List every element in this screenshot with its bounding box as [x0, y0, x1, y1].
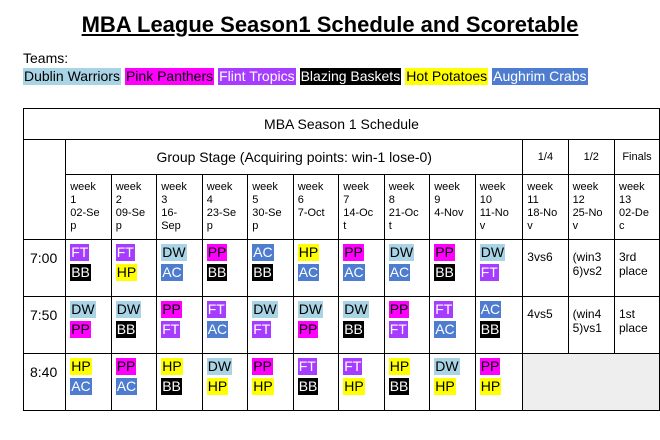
- match-cell: [202, 297, 248, 354]
- time-slot-row: [24, 297, 660, 354]
- week-header-line: week: [70, 181, 96, 193]
- team-chip-dw: DW: [207, 358, 232, 374]
- time-slot-row: [24, 240, 660, 297]
- week-header-1: [66, 175, 112, 240]
- knockout-match-cell: 3rd place: [615, 240, 660, 297]
- week-header-line: 11: [527, 194, 539, 206]
- match-cell: [157, 240, 203, 297]
- week-header-10: [475, 175, 523, 240]
- week-header-line: 02-De: [619, 207, 649, 219]
- week-header-line: week: [527, 181, 553, 193]
- match-cell: [384, 297, 430, 354]
- week-header-line: p: [252, 220, 259, 232]
- week-header-2: [111, 175, 157, 240]
- team-chip-ac: AC: [298, 264, 319, 280]
- team-chip-pp: PP: [116, 358, 136, 374]
- week-header-9: [430, 175, 476, 240]
- week-header-line: 02-Se: [70, 207, 100, 219]
- team-chip-dw: DW: [253, 301, 277, 317]
- week-header-line: week: [388, 181, 415, 193]
- team-chip-ft: FT: [389, 321, 407, 337]
- match-cell: [384, 240, 430, 297]
- match-cell: [430, 240, 476, 297]
- week-header-line: 5: [252, 194, 259, 206]
- team-chip-bb: BB: [253, 264, 272, 280]
- teams-label: Teams:: [23, 50, 69, 66]
- team-chip-bb: BB: [71, 264, 90, 280]
- empty-corner-cell: [24, 140, 66, 240]
- finals-header: Finals: [615, 140, 660, 175]
- team-legend-ac: Aughrim Crabs: [493, 68, 587, 84]
- team-chip-ft: FT: [480, 264, 498, 280]
- team-chip-pp: PP: [162, 301, 181, 317]
- match-cell: [475, 354, 523, 411]
- match-cell: [475, 297, 523, 354]
- team-chip-pp: PP: [435, 244, 454, 260]
- week-header-12: [568, 175, 614, 240]
- schedule-table: [23, 108, 660, 411]
- team-chip-dw: DW: [116, 301, 141, 317]
- team-chip-ft: FT: [253, 321, 271, 337]
- team-chip-bb: BB: [298, 378, 318, 394]
- time-slot-row: [24, 354, 660, 411]
- match-cell: [475, 240, 523, 297]
- team-chip-bb: BB: [435, 264, 454, 280]
- semi-final-header: 1/2: [568, 140, 614, 175]
- team-chip-hp: HP: [71, 358, 91, 374]
- week-header-line: 1: [70, 194, 77, 206]
- team-chip-ac: AC: [71, 378, 91, 394]
- team-chip-dw: DW: [480, 244, 505, 260]
- team-chip-hp: HP: [116, 264, 137, 280]
- match-cell: [430, 297, 476, 354]
- week-header-line: 23-Se: [206, 207, 237, 219]
- week-header-line: 2: [115, 194, 122, 206]
- match-cell: [66, 297, 112, 354]
- team-chip-ft: FT: [298, 358, 316, 374]
- time-slot-label: 8:40: [24, 354, 66, 411]
- team-chip-dw: DW: [344, 301, 368, 317]
- team-chip-dw: DW: [435, 358, 459, 374]
- week-header-line: week: [206, 181, 233, 193]
- team-chip-ft: FT: [207, 301, 225, 317]
- team-chip-pp: PP: [344, 244, 363, 260]
- week-header-line: Sep: [161, 220, 181, 232]
- week-header-line: 4: [206, 194, 213, 206]
- week-header-line: 09-Se: [115, 207, 146, 219]
- team-chip-dw: DW: [389, 244, 414, 260]
- team-chip-ft: FT: [344, 358, 362, 374]
- week-header-8: [384, 175, 430, 240]
- week-header-line: week: [161, 181, 187, 193]
- team-chip-ft: FT: [71, 244, 89, 260]
- team-chip-ac: AC: [480, 301, 501, 317]
- team-chip-pp: PP: [207, 244, 227, 260]
- week-header-7: [339, 175, 385, 240]
- week-header-line: week: [252, 181, 278, 193]
- teams-legend: [23, 68, 588, 85]
- group-stage-header: Group Stage (Acquiring points: win-1 lose-0): [66, 140, 523, 175]
- team-chip-pp: PP: [298, 321, 318, 337]
- week-header-line: t: [343, 220, 347, 232]
- team-chip-hp: HP: [207, 378, 228, 394]
- match-cell: [248, 354, 294, 411]
- match-cell: [293, 297, 339, 354]
- week-header-line: p: [206, 220, 213, 232]
- match-cell: [202, 354, 248, 411]
- match-cell: [384, 354, 430, 411]
- team-chip-ac: AC: [162, 264, 182, 280]
- team-chip-hp: HP: [344, 378, 364, 394]
- team-chip-ac: AC: [116, 378, 137, 394]
- match-cell: [157, 354, 203, 411]
- match-cell: [111, 240, 157, 297]
- week-header-5: [248, 175, 294, 240]
- team-chip-bb: BB: [344, 321, 363, 337]
- week-header-3: [157, 175, 203, 240]
- team-chip-hp: HP: [298, 244, 319, 260]
- week-header-line: 7: [343, 194, 350, 206]
- week-header-line: 25-No: [572, 207, 603, 219]
- match-cell: [339, 240, 385, 297]
- week-header-13: [615, 175, 660, 240]
- week-header-line: 8: [388, 194, 395, 206]
- team-chip-hp: HP: [162, 358, 182, 374]
- match-cell: [339, 354, 385, 411]
- page-title: MBA League Season1 Schedule and Scoretable: [81, 12, 579, 37]
- team-chip-ft: FT: [162, 321, 180, 337]
- team-chip-bb: BB: [116, 321, 136, 337]
- week-header-line: week: [115, 181, 142, 193]
- team-chip-pp: PP: [389, 301, 409, 317]
- team-chip-bb: BB: [207, 264, 227, 280]
- match-cell: [293, 354, 339, 411]
- empty-knockout-cell: [523, 354, 660, 411]
- match-cell: [66, 240, 112, 297]
- team-chip-bb: BB: [480, 321, 500, 337]
- team-chip-ac: AC: [389, 264, 410, 280]
- quarter-final-header: 1/4: [523, 140, 568, 175]
- match-cell: [202, 240, 248, 297]
- week-header-line: 4-Nov: [434, 207, 464, 219]
- team-chip-hp: HP: [435, 378, 455, 394]
- week-header-11: [523, 175, 568, 240]
- match-cell: [430, 354, 476, 411]
- week-header-line: 13: [619, 194, 632, 206]
- match-cell: [111, 354, 157, 411]
- week-header-line: week: [619, 181, 645, 193]
- team-legend-pp: Pink Panthers: [125, 68, 214, 84]
- time-slot-label: 7:00: [24, 240, 66, 297]
- week-header-line: c: [619, 220, 625, 232]
- week-header-line: 18-No: [527, 207, 558, 219]
- week-header-line: 6: [297, 194, 304, 206]
- week-header-line: 7-Oct: [297, 207, 325, 219]
- knockout-match-cell: (win3 6)vs2: [568, 240, 614, 297]
- week-header-6: [293, 175, 339, 240]
- match-cell: [66, 354, 112, 411]
- week-header-line: 3: [161, 194, 168, 206]
- week-header-line: v: [479, 220, 486, 232]
- team-chip-bb: BB: [162, 378, 181, 394]
- knockout-match-cell: (win4 5)vs1: [568, 297, 614, 354]
- week-header-line: 12: [572, 194, 585, 206]
- week-header-line: week: [297, 181, 324, 193]
- week-header-line: p: [70, 220, 77, 232]
- team-chip-hp: HP: [253, 378, 273, 394]
- team-chip-dw: DW: [162, 244, 186, 260]
- team-chip-ac: AC: [344, 264, 364, 280]
- week-header-line: week: [479, 181, 506, 193]
- team-legend-ft: Flint Tropics: [219, 68, 295, 84]
- team-chip-ft: FT: [116, 244, 134, 260]
- week-header-line: t: [388, 220, 392, 232]
- team-chip-hp: HP: [389, 358, 410, 374]
- week-header-line: v: [572, 220, 579, 232]
- schedule-title: MBA Season 1 Schedule: [24, 109, 660, 140]
- knockout-match-cell: 1st place: [615, 297, 660, 354]
- team-chip-pp: PP: [480, 358, 500, 374]
- knockout-match-cell: 4vs5: [523, 297, 568, 354]
- team-chip-bb: BB: [389, 378, 409, 394]
- week-header-line: week: [572, 181, 599, 193]
- team-legend-hp: Hot Potatoes: [406, 68, 488, 84]
- knockout-match-cell: 3vs6: [523, 240, 568, 297]
- week-header-line: 10: [479, 194, 492, 206]
- week-header-line: 9: [434, 194, 441, 206]
- week-header-line: week: [434, 181, 460, 193]
- team-chip-ac: AC: [207, 321, 228, 337]
- week-header-line: week: [343, 181, 369, 193]
- week-header-line: p: [115, 220, 122, 232]
- team-chip-pp: PP: [253, 358, 272, 374]
- team-legend-bb: Blazing Baskets: [300, 68, 401, 84]
- team-chip-ac: AC: [253, 244, 273, 260]
- week-header-line: v: [527, 220, 533, 232]
- week-header-line: 11-No: [479, 207, 509, 219]
- match-cell: [248, 297, 294, 354]
- week-header-line: 16-: [161, 207, 178, 219]
- week-header-line: 30-Se: [252, 207, 282, 219]
- match-cell: [111, 297, 157, 354]
- match-cell: [293, 240, 339, 297]
- team-chip-dw: DW: [71, 301, 95, 317]
- week-header-line: 21-Oc: [388, 207, 419, 219]
- week-header-line: 14-Oc: [343, 207, 374, 219]
- team-legend-dw: Dublin Warriors: [24, 68, 120, 84]
- match-cell: [248, 240, 294, 297]
- team-chip-dw: DW: [298, 301, 323, 317]
- team-chip-ft: FT: [435, 301, 453, 317]
- team-chip-pp: PP: [71, 321, 90, 337]
- match-cell: [339, 297, 385, 354]
- team-chip-ac: AC: [435, 321, 455, 337]
- team-chip-hp: HP: [480, 378, 501, 394]
- match-cell: [157, 297, 203, 354]
- week-header-4: [202, 175, 248, 240]
- time-slot-label: 7:50: [24, 297, 66, 354]
